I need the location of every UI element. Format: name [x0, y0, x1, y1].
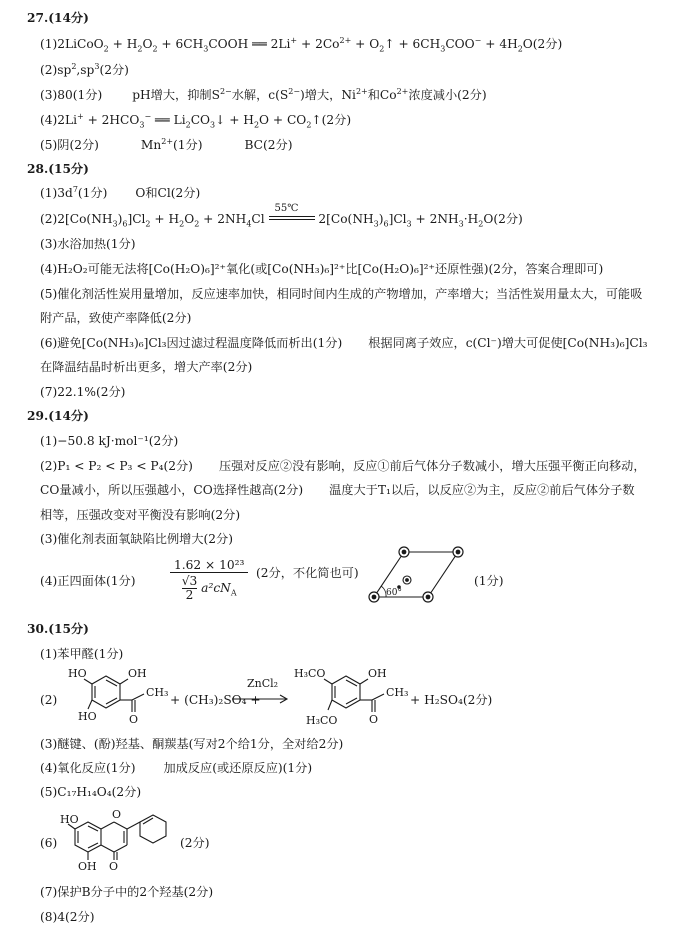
q28-heading: 28.(15分)	[27, 162, 89, 176]
svg-text:HO: HO	[78, 710, 97, 723]
atom-markers	[369, 547, 463, 602]
q28-part4: (4)H₂O₂可能无法将[Co(H₂O)₆]²⁺氧化(或[Co(NH₃)₆]²⁺比[Co(H₂O)₆]²⁺还原性强)(2分，答案合理即可)	[40, 262, 604, 276]
svg-text:HO: HO	[60, 813, 79, 826]
q30-part4: (4)氧化反应(1分) 加成反应(或还原反应)(1分)	[40, 761, 313, 775]
q29-part4-note: (2分，不化简也可)	[256, 566, 359, 580]
svg-text:O: O	[112, 808, 122, 821]
flavone-structure	[60, 798, 176, 872]
svg-text:O: O	[129, 713, 139, 726]
q29-part2-line1: (2)P₁ < P₂ < P₃ < P₄(2分) 压强对反应②没有影响，反应①前后气体分子数减小，增大压强平衡正向移动，	[40, 459, 646, 473]
svg-text:OH: OH	[128, 667, 147, 680]
q30-part2-label: (2)	[40, 693, 58, 707]
q30-part6-score: (2分)	[180, 836, 210, 850]
reaction-condition: 55℃	[274, 203, 299, 214]
q28-part2: $(2)2[Co(NH_3)_6]Cl_2 + H_2O_2 + 2NH_4Cl$ 55℃ $2[Co(NH_3)_6]Cl_3 + 2NH_3\cdot H_2O(2$分)	[40, 203, 523, 229]
q30-heading: 30.(15分)	[27, 622, 89, 636]
product-text: + H₂SO₄(2分)	[410, 693, 493, 707]
q28-part3: (3)水浴加热(1分)	[40, 237, 136, 251]
q28-part6-line2: 在降温结晶时析出更多，增大产率(2分)	[40, 360, 253, 374]
q29-part2-line3: 相等，压强改变对平衡没有影响(2分)	[40, 508, 241, 522]
svg-text:CH₃: CH₃	[146, 686, 168, 699]
angle-label: 60°	[386, 588, 402, 598]
svg-text:CH₃: CH₃	[386, 686, 408, 699]
q28-part1: $(1)3d^7(1$分) O和Cl(2分)	[40, 184, 201, 200]
q29-part4-label: (4)正四面体(1分)	[40, 574, 136, 588]
fraction-denominator: $\frac{√3}{2}$ $a^2cN_A$	[181, 574, 237, 602]
q29-part2-line2: CO量减小，所以压强越小，CO选择性越高(2分) 温度大于T₁以后，以反应②为主，反应②前后气体分子数	[40, 483, 635, 497]
q30-part5: (5)C₁₇H₁₄O₄(2分)	[40, 785, 142, 799]
density-fraction	[170, 558, 248, 602]
q27-heading: 27.(14分)	[27, 11, 89, 25]
product-structure	[294, 664, 408, 734]
svg-text:O: O	[369, 713, 379, 726]
q27-part4: $(4)2Li^+ + 2HCO_3^-$ ══ $Li_2CO_3↓ + H_2O$ + $CO_2↑(2$分)	[40, 111, 352, 130]
q30-part1: (1)苯甲醛(1分)	[40, 647, 124, 661]
fraction-numerator: 1.62 × 10²³	[170, 558, 248, 573]
unit-cell-diagram	[368, 542, 464, 606]
svg-text:HO: HO	[68, 667, 87, 680]
q28-part5-line1: (5)催化剂活性炭用量增加，反应速率加快，相同时间内生成的产物增加，产率增大；当活性炭用量太大，可能吸	[40, 287, 643, 301]
q29-part4-score: (1分)	[474, 574, 504, 588]
reactant-structure	[58, 664, 168, 730]
q28-part5-line2: 附产品，致使产率降低(2分)	[40, 311, 192, 325]
svg-text:OH: OH	[78, 860, 97, 872]
catalyst-label: ZnCl₂	[247, 677, 279, 690]
svg-text:H₃CO: H₃CO	[294, 667, 326, 680]
svg-text:OH: OH	[368, 667, 387, 680]
reaction-arrow	[232, 694, 290, 704]
svg-text:H₃CO: H₃CO	[306, 714, 338, 727]
q28-part7: (7)22.1%(2分)	[40, 385, 126, 399]
svg-text:O: O	[109, 860, 119, 872]
q30-part6-label: (6)	[40, 836, 58, 850]
q29-part1: (1)−50.8 kJ·mol⁻¹(2分)	[40, 434, 179, 448]
q28-part6-line1: (6)避免[Co(NH₃)₆]Cl₃因过滤过程温度降低而析出(1分) 根据同离子效应，c(Cl⁻)增大可促使[Co(NH₃)₆]Cl₃	[40, 336, 648, 350]
q27-part5: (5)阴(2分) $Mn^{2+}(1$分) BC(2分)	[40, 136, 293, 152]
q30-part8: (8)4(2分)	[40, 910, 95, 924]
q27-part2: $(2)sp^2,sp^3(2$分)	[40, 61, 129, 77]
q27-part3: (3)80(1分) pH增大，抑制$S^{2-}$水解，$c(S^{2-})$增大，$Ni^{2+}$和$Co^{2+}$浓度减小(2分)	[40, 86, 487, 102]
q30-part7: (7)保护B分子中的2个羟基(2分)	[40, 885, 214, 899]
q29-part3: (3)催化剂表面氧缺陷比例增大(2分)	[40, 532, 233, 546]
q29-heading: 29.(14分)	[27, 409, 89, 423]
reagents-text: + (CH₃)₂SO₄ +	[170, 693, 261, 707]
q30-part3: (3)醚键、(酚)羟基、酮羰基(写对2个给1分，全对给2分)	[40, 737, 344, 751]
q27-part1: (1)2LiCoO$_2$ + $H_2O_2$ + $6CH_3COOH$ ══ $2Li^+ + 2Co^{2+}$ + $O_2↑ + 6CH_3COO^- + 4H_2O(2$分)	[40, 35, 563, 54]
